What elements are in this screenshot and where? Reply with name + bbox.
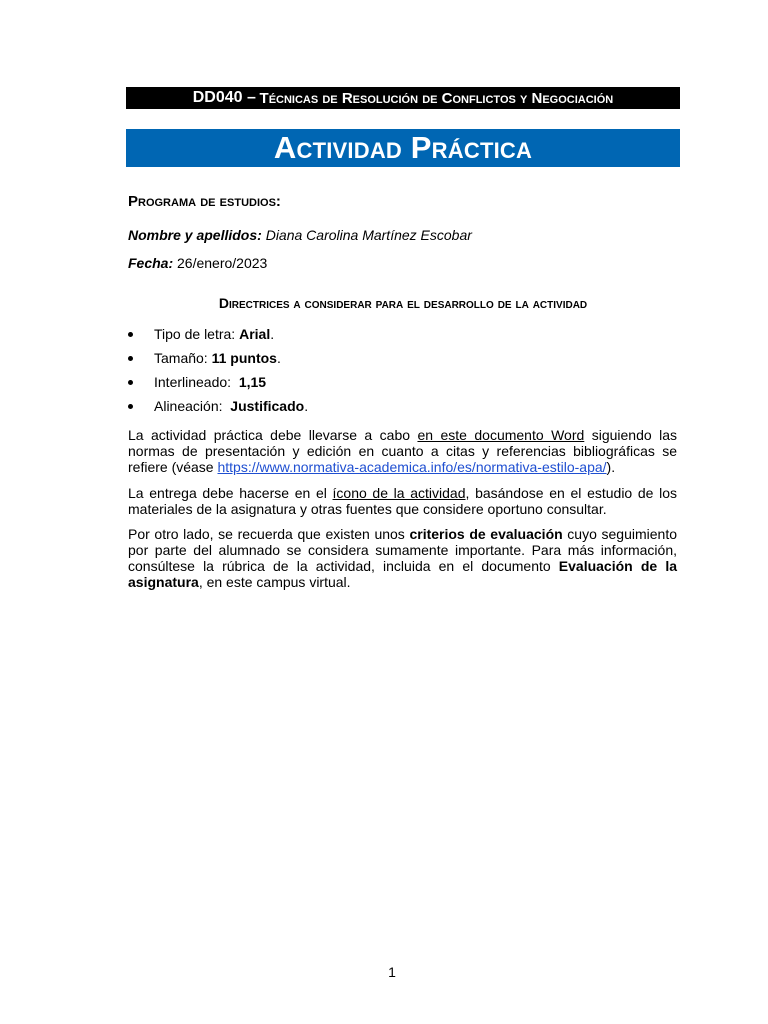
course-code: DD040 –	[192, 89, 256, 106]
list-item: Tipo de letra: Arial.	[128, 324, 308, 348]
fecha-value: 26/enero/2023	[177, 255, 268, 271]
course-name: Técnicas de Resolución de Conflictos y Negociación	[259, 89, 614, 107]
apa-normativa-link[interactable]: https://www.normativa-academica.info/es/normativa-estilo-apa/	[217, 459, 607, 475]
word-document-text: en este documento Word	[417, 427, 585, 443]
fecha-label: Fecha:	[128, 255, 174, 271]
evaluacion-asignatura-text: Evaluación de la asignatura	[128, 558, 677, 590]
bullet-icon	[128, 356, 133, 361]
programa-label: Programa de estudios:	[128, 193, 281, 210]
nombre-line	[128, 227, 472, 243]
directrices-list	[128, 324, 308, 420]
activity-icon-text: ícono de la actividad	[332, 485, 466, 501]
directrices-heading: Directrices a considerar para el desarrollo de la actividad	[218, 295, 588, 311]
course-header-bar	[126, 87, 680, 109]
bullet-icon	[128, 380, 133, 385]
activity-title: Actividad Práctica	[273, 130, 533, 165]
paragraph-instructions: La actividad práctica debe llevarse a cabo en este documento Word siguiendo las normas de presentación y edición en cuanto a citas y referencias bibliográficas se refiere (véase https://www.normativa-academica.info/es/normativa-estilo-apa/).	[128, 427, 677, 475]
nombre-label: Nombre y apellidos:	[128, 227, 262, 243]
paragraph-delivery: La entrega debe hacerse en el ícono de la actividad, basándose en el estudio de los materiales de la asignatura y otras fuentes que considere oportuno consultar.	[128, 485, 678, 517]
nombre-value: Diana Carolina Martínez Escobar	[265, 227, 472, 243]
list-item: Interlineado: 1,15	[128, 372, 308, 396]
list-item: Alineación: Justificado.	[128, 396, 308, 420]
criterios-text: criterios de evaluación	[409, 526, 563, 542]
fecha-line	[128, 255, 267, 271]
paragraph-evaluation: Por otro lado, se recuerda que existen unos criterios de evaluación cuyo seguimiento por parte del alumnado se considera sumamente importante. Para más información, consúltese la rúbrica de la actividad, incluida en el documento Evaluación de la asignatura, en este campus virtual.	[128, 526, 677, 590]
bullet-icon	[128, 404, 133, 409]
bullet-icon	[128, 332, 133, 337]
page-number: 1	[388, 964, 396, 980]
activity-title-bar	[126, 129, 680, 167]
list-item: Tamaño: 11 puntos.	[128, 348, 308, 372]
